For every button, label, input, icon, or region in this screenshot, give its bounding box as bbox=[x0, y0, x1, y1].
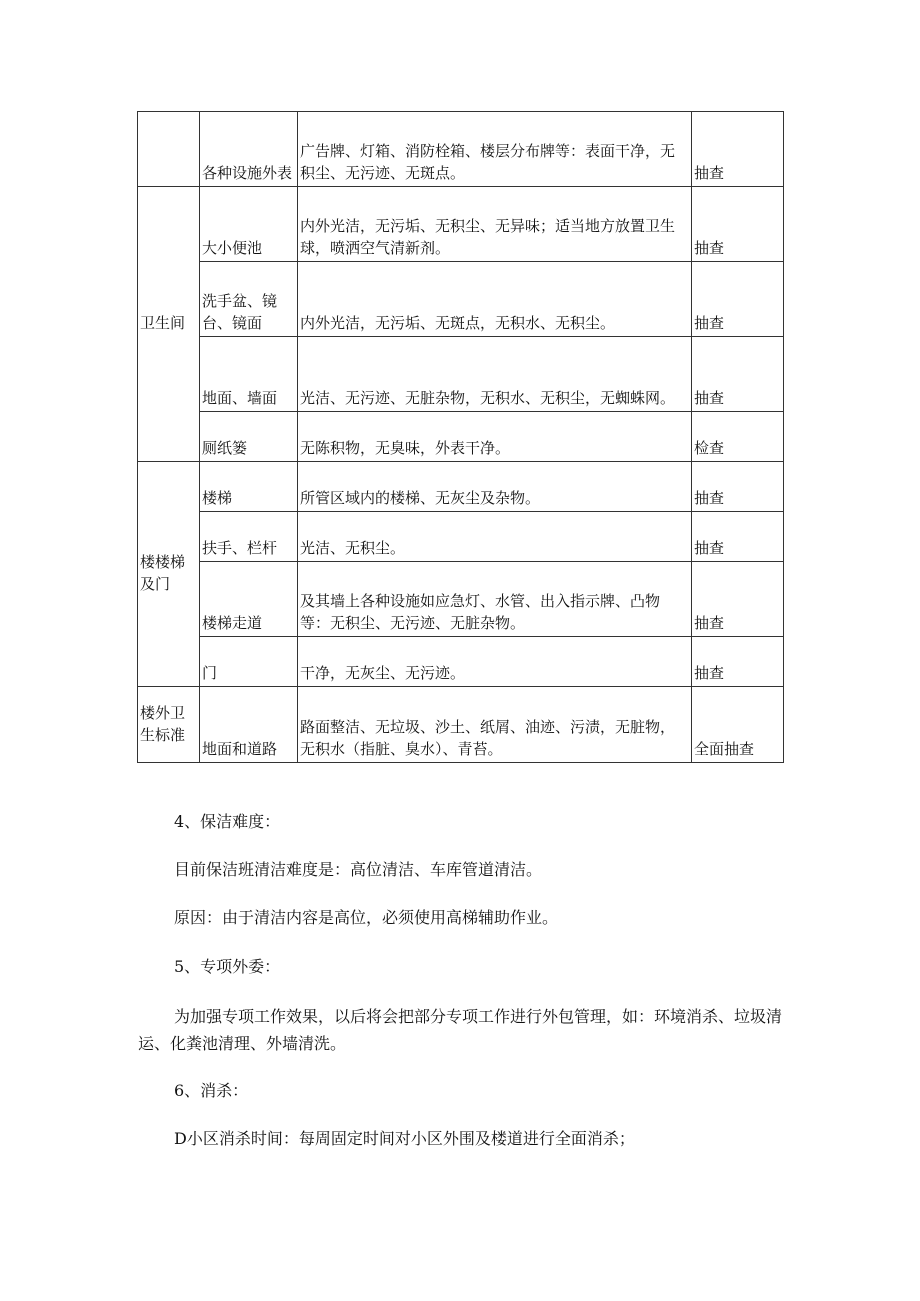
standard-cell: 广告牌、灯箱、消防栓箱、楼层分布牌等：表面干净，无积尘、无污迹、无斑点。 bbox=[298, 112, 692, 187]
item-cell: 扶手、栏杆 bbox=[200, 512, 298, 562]
standard-cell: 干净，无灰尘、无污迹。 bbox=[298, 637, 692, 687]
method-cell: 抽查 bbox=[692, 112, 784, 187]
paragraph-difficulty: 目前保洁班清洁难度是：高位清洁、车库管道清洁。 bbox=[174, 860, 543, 879]
table-row bbox=[138, 187, 784, 262]
table-row bbox=[138, 262, 784, 337]
item-cell: 门 bbox=[200, 637, 298, 687]
method-cell: 抽查 bbox=[692, 337, 784, 412]
paragraph-disinfection: D小区消杀时间：每周固定时间对小区外围及楼道进行全面消杀； bbox=[174, 1129, 635, 1148]
standard-cell: 及其墙上各种设施如应急灯、水管、出入指示牌、凸物等：无积尘、无污迹、无脏杂物。 bbox=[298, 562, 692, 637]
table-row bbox=[138, 337, 784, 412]
item-cell: 厕纸篓 bbox=[200, 412, 298, 462]
method-cell: 抽查 bbox=[692, 562, 784, 637]
item-cell: 地面和道路 bbox=[200, 687, 298, 763]
table-row bbox=[138, 637, 784, 687]
standard-cell: 内外光洁，无污垢、无斑点，无积水、无积尘。 bbox=[298, 262, 692, 337]
table-row bbox=[138, 687, 784, 763]
method-cell: 全面抽查 bbox=[692, 687, 784, 763]
standard-cell: 光洁、无污迹、无脏杂物，无积水、无积尘，无蜘蛛网。 bbox=[298, 337, 692, 412]
paragraph-outsourcing: 为加强专项工作效果，以后将会把部分专项工作进行外包管理，如：环境消杀、垃圾清运、化粪池清理、外墙清洗。 bbox=[138, 1007, 783, 1053]
method-cell: 抽查 bbox=[692, 262, 784, 337]
table-row bbox=[138, 112, 784, 187]
method-cell: 抽查 bbox=[692, 512, 784, 562]
standard-cell: 无陈积物，无臭味，外表干净。 bbox=[298, 412, 692, 462]
standard-cell: 所管区域内的楼梯、无灰尘及杂物。 bbox=[298, 462, 692, 512]
table-row bbox=[138, 512, 784, 562]
section-heading-disinfection: 6、消杀： bbox=[174, 1081, 249, 1100]
cleaning-standards-table bbox=[137, 111, 784, 763]
item-cell: 楼梯走道 bbox=[200, 562, 298, 637]
method-cell: 抽查 bbox=[692, 462, 784, 512]
item-cell: 楼梯 bbox=[200, 462, 298, 512]
item-cell: 各种设施外表 bbox=[200, 112, 298, 187]
standard-cell: 光洁、无积尘。 bbox=[298, 512, 692, 562]
item-cell: 洗手盆、镜台、镜面 bbox=[200, 262, 298, 337]
area-cell: 卫生间 bbox=[138, 187, 200, 462]
area-cell bbox=[138, 112, 200, 187]
paragraph-reason: 原因：由于清洁内容是高位，必须使用高梯辅助作业。 bbox=[174, 908, 559, 927]
section-heading-outsourcing: 5、专项外委： bbox=[174, 957, 281, 976]
section-heading-difficulty: 4、保洁难度： bbox=[174, 812, 281, 831]
standard-cell: 路面整洁、无垃圾、沙土、纸屑、油迹、污渍，无脏物，无积水（指脏、臭水）、青苔。 bbox=[298, 687, 692, 763]
method-cell: 抽查 bbox=[692, 637, 784, 687]
item-cell: 大小便池 bbox=[200, 187, 298, 262]
table-row bbox=[138, 462, 784, 512]
item-cell: 地面、墙面 bbox=[200, 337, 298, 412]
table-row bbox=[138, 412, 784, 462]
table-row bbox=[138, 562, 784, 637]
standard-cell: 内外光洁，无污垢、无积尘、无异味；适当地方放置卫生球，喷洒空气清新剂。 bbox=[298, 187, 692, 262]
area-cell: 楼楼梯及门 bbox=[138, 462, 200, 687]
method-cell: 检查 bbox=[692, 412, 784, 462]
area-cell: 楼外卫生标准 bbox=[138, 687, 200, 763]
method-cell: 抽查 bbox=[692, 187, 784, 262]
